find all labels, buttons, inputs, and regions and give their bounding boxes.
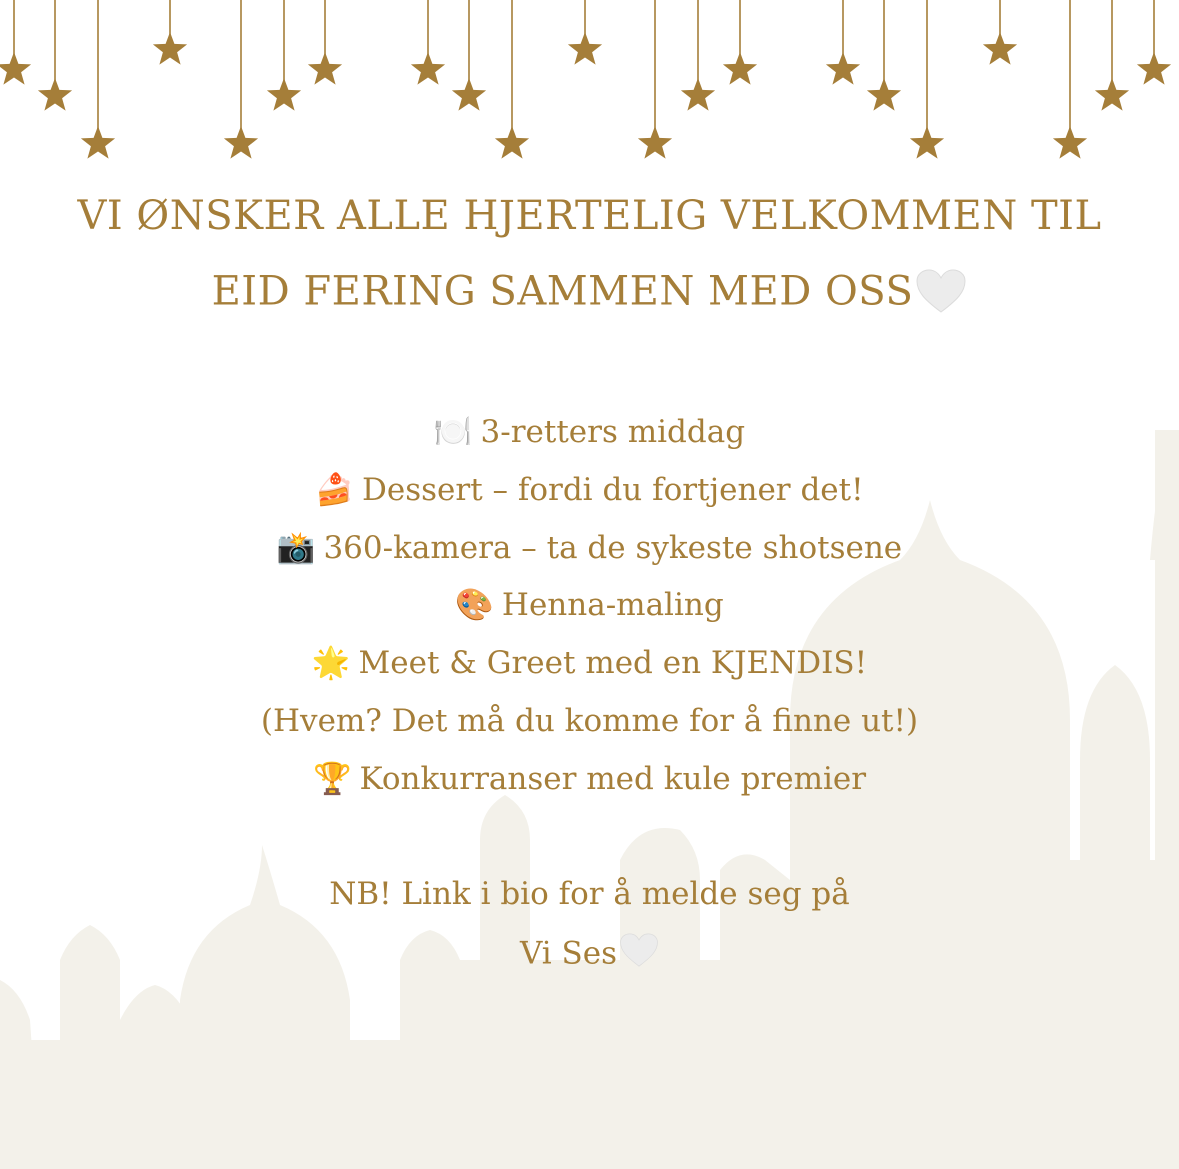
list-item xyxy=(0,701,1179,741)
list-item xyxy=(0,759,1179,799)
item-emoji-icon: 🍽️ xyxy=(433,414,473,450)
star-icon xyxy=(308,52,342,85)
list-item xyxy=(0,585,1179,625)
item-text: Meet & Greet med en KJENDIS! xyxy=(358,645,868,681)
list-item xyxy=(0,412,1179,452)
star-icon xyxy=(568,32,602,65)
item-emoji-icon: 🍰 xyxy=(315,472,355,508)
star-icon xyxy=(267,78,301,111)
star-icon xyxy=(1053,126,1087,159)
white-heart-icon xyxy=(915,268,967,321)
star-icon xyxy=(723,52,757,85)
sign-off-text: Vi Ses xyxy=(519,935,618,972)
star-icon xyxy=(1137,52,1171,85)
star-icon xyxy=(910,126,944,159)
white-heart-icon xyxy=(619,932,659,978)
star-icon xyxy=(826,52,860,85)
star-icon xyxy=(638,126,672,159)
item-emoji-icon: 📸 xyxy=(276,530,316,566)
star-icon xyxy=(452,78,486,111)
item-emoji-icon: 🌟 xyxy=(311,645,351,681)
item-text: Konkurranser med kule premier xyxy=(359,761,867,797)
list-item xyxy=(0,470,1179,510)
item-emoji-icon: 🏆 xyxy=(312,761,352,797)
item-text: Henna-maling xyxy=(501,587,724,623)
star-icon xyxy=(681,78,715,111)
item-emoji-icon: 🎨 xyxy=(455,587,494,623)
star-icon xyxy=(867,78,901,111)
star-icon xyxy=(0,52,31,85)
list-item xyxy=(0,528,1179,568)
item-text: Dessert – fordi du fortjener det! xyxy=(362,472,864,508)
star-icon xyxy=(1095,78,1129,111)
item-text: 360-kamera – ta de sykeste shotsene xyxy=(323,530,903,566)
star-icon xyxy=(153,32,187,65)
item-text: 3-retters middag xyxy=(480,414,746,450)
item-text: (Hvem? Det må du komme for å finne ut!) xyxy=(260,703,919,739)
headline-line-1: VI ØNSKER ALLE HJERTELIG VELKOMMEN TIL xyxy=(77,193,1102,239)
list-item xyxy=(0,643,1179,683)
signup-note: NB! Link i bio for å melde seg på xyxy=(329,876,850,912)
star-icon xyxy=(411,52,445,85)
headline-line-2 xyxy=(0,268,1179,321)
star-icon xyxy=(495,126,529,159)
sign-off xyxy=(0,932,1179,978)
hanging-stars xyxy=(0,0,1179,170)
star-icon xyxy=(983,32,1017,65)
star-icon xyxy=(224,126,258,159)
headline-line-2-text: EID FERING SAMMEN MED OSS xyxy=(211,268,914,315)
star-icon xyxy=(38,78,72,111)
star-icon xyxy=(81,126,115,159)
